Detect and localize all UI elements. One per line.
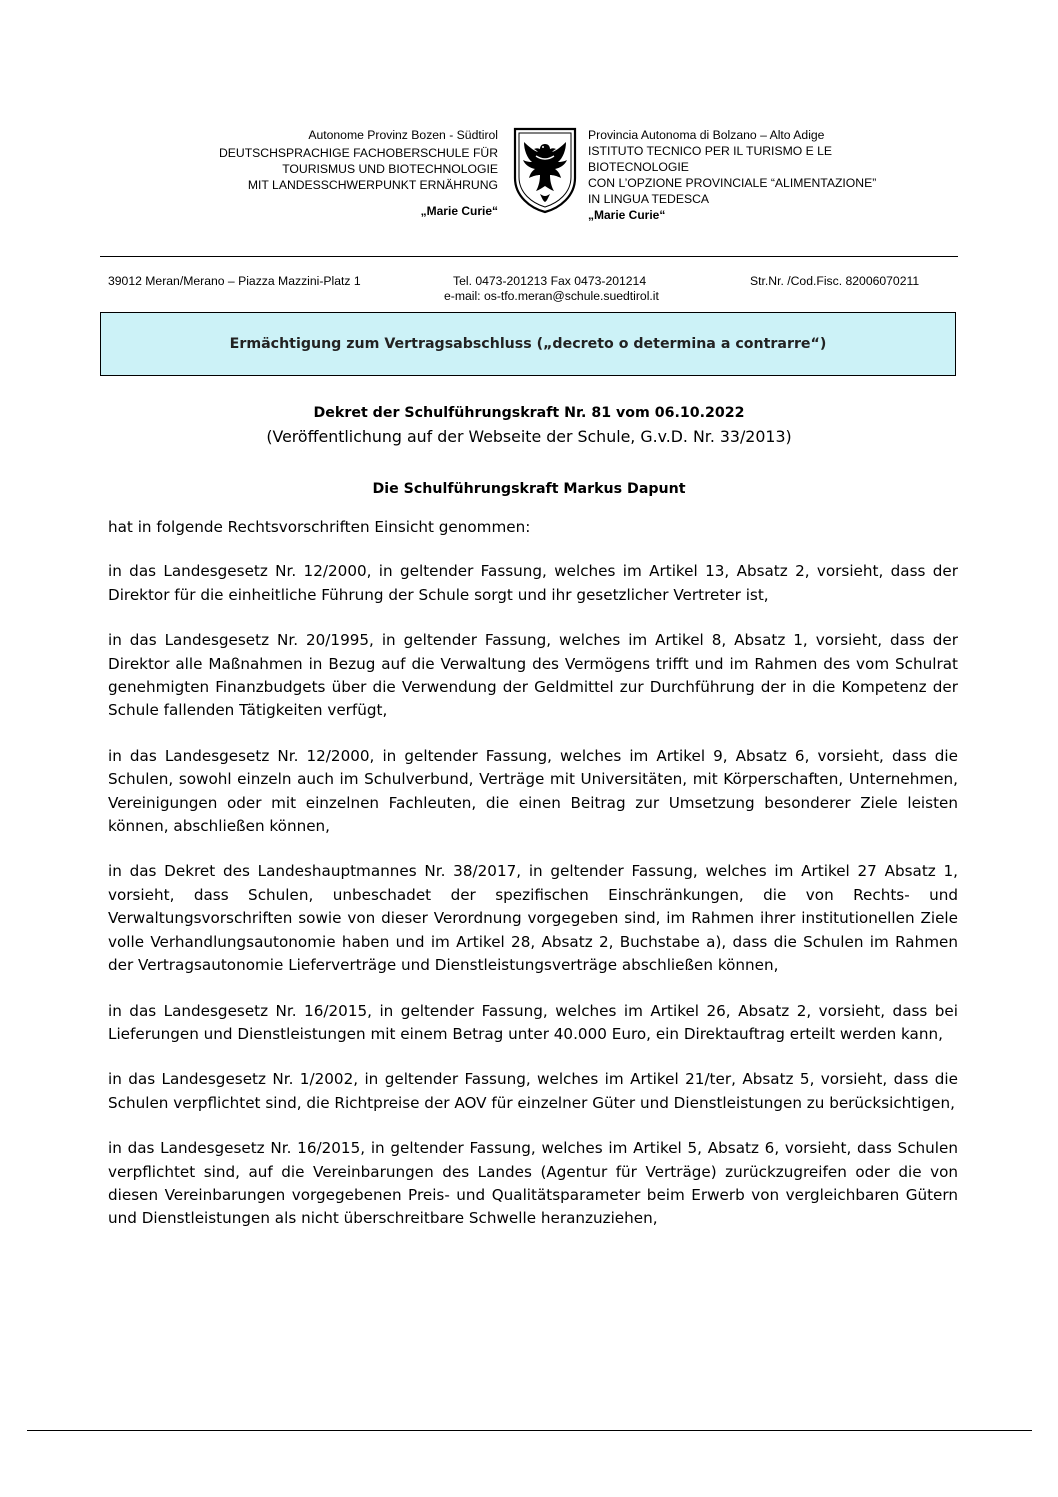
address-street: 39012 Meran/Merano – Piazza Mazzini-Platz 1 <box>108 274 361 288</box>
school-line: MIT LANDESSCHWERPUNKT ERNÄHRUNG <box>247 178 498 192</box>
paragraph: in das Landesgesetz Nr. 20/1995, in geltender Fassung, welches im Artikel 8, Absatz 1, vorsieht, dass der Direktor alle Maßnahmen in Bezug auf die Verwaltung des Vermögens trifft und im Rahmen des vom Schulrat genehmigten Finanzbudgets über die Verwendung der Geldmittel zur Durchführung der in die Kompetenz der Schule fallenden Tätigkeiten verfügt, <box>108 631 958 720</box>
header-right-block <box>588 127 968 223</box>
school-name-de <box>150 145 498 193</box>
banner-title: Ermächtigung zum Vertragsabschluss („decreto o determina a contrarre“) <box>229 336 827 352</box>
school-name-it <box>588 143 968 207</box>
school-line: DEUTSCHSPRACHIGE FACHOBERSCHULE FÜR <box>219 146 498 160</box>
coat-of-arms-eagle-icon <box>512 126 578 214</box>
school-title-it: „Marie Curie“ <box>588 208 666 222</box>
decree-title: Dekret der Schulführungskraft Nr. 81 vom 06.10.2022 <box>313 405 745 421</box>
paragraph: in das Landesgesetz Nr. 12/2000, in geltender Fassung, welches im Artikel 13, Absatz 2, vorsieht, dass der Direktor für die einheitliche Führung der Schule sorgt und ihr gesetzlicher Vertreter ist, <box>108 562 958 604</box>
school-line: CON L’OPZIONE PROVINCIALE “ALIMENTAZIONE” <box>588 176 877 190</box>
intro-paragraph: hat in folgende Rechtsvorschriften Einsicht genommen: <box>108 518 531 536</box>
decree-subtitle: (Veröffentlichung auf der Webseite der Schule, G.v.D. Nr. 33/2013) <box>266 427 792 446</box>
subject-banner <box>100 312 956 376</box>
school-line: ISTITUTO TECNICO PER IL TURISMO E LE <box>588 144 833 158</box>
address-phone-fax: Tel. 0473-201213 Fax 0473-201214 <box>453 274 647 288</box>
paragraph: in das Landesgesetz Nr. 16/2015, in geltender Fassung, welches im Artikel 5, Absatz 6, vorsieht, dass Schulen verpflichtet sind, auf die Vereinbarungen des Landes (Agentur für Verträge) zurückzugreifen oder die von diesen Vereinbarungen vorgegebenen Preis- und Qualitätsparameter beim Erwerb von vergleichbaren Gütern und Dienstleistungen als nicht überschreitbare Schwelle heranzuziehen, <box>108 1139 958 1228</box>
province-de: Autonome Provinz Bozen - Südtirol <box>308 128 498 142</box>
paragraph: in das Dekret des Landeshauptmannes Nr. 38/2017, in geltender Fassung, welches im Artikel 27 Absatz 1, vorsieht, dass Schulen, unbeschadet der spezifischen Einschränkungen, die von Rechts- und Verwaltungsvorschriften sowie von dieser Verordnung vorgegeben sind, im Rahmen ihrer institutionellen Ziele volle Verhandlungsautonomie haben und im Artikel 28, Absatz 2, Buchstabe a), dass die Schulen im Rahmen der Vertragsautonomie Lieferverträge und Dienstleistungsverträge abschließen können, <box>108 862 958 975</box>
decree-body <box>108 516 958 1253</box>
paragraph: in das Landesgesetz Nr. 16/2015, in geltender Fassung, welches im Artikel 26, Absatz 2, vorsieht, dass bei Lieferungen und Dienstleistungen mit einem Betrag unter 40.000 Euro, ein Direktauftrag erteilt werden kann, <box>108 1001 958 1043</box>
director-heading: Die Schulführungskraft Markus Dapunt <box>372 481 686 497</box>
footer-divider <box>27 1430 1032 1431</box>
school-line: BIOTECNOLOGIE <box>588 160 689 174</box>
address-tax-number: Str.Nr. /Cod.Fisc. 82006070211 <box>750 274 920 288</box>
school-title-de: „Marie Curie“ <box>420 204 498 218</box>
header-divider <box>100 256 958 257</box>
paragraph: in das Landesgesetz Nr. 1/2002, in geltender Fassung, welches im Artikel 21/ter, Absatz 5, vorsieht, dass die Schulen verpflichtet sind, die Richtpreise der AOV für einzelner Güter und Dienstleistungen zu berücksichtigen, <box>108 1070 958 1112</box>
province-it: Provincia Autonoma di Bolzano – Alto Adige <box>588 128 825 142</box>
header-left-block <box>150 127 498 219</box>
school-line: IN LINGUA TEDESCA <box>588 192 710 206</box>
school-line: TOURISMUS UND BIOTECHNOLOGIE <box>282 162 498 176</box>
paragraph: in das Landesgesetz Nr. 12/2000, in geltender Fassung, welches im Artikel 9, Absatz 6, vorsieht, dass die Schulen, sowohl einzeln auch im Schulverbund, Verträge mit Universitäten, mit Körperschaften, Unternehmen, Vereinigungen oder mit einzelnen Fachleuten, die einen Beitrag zur Umsetzung besonderer Ziele leisten können, abschließen können, <box>108 746 958 836</box>
address-email: e-mail: os-tfo.meran@schule.suedtirol.it <box>444 289 659 303</box>
